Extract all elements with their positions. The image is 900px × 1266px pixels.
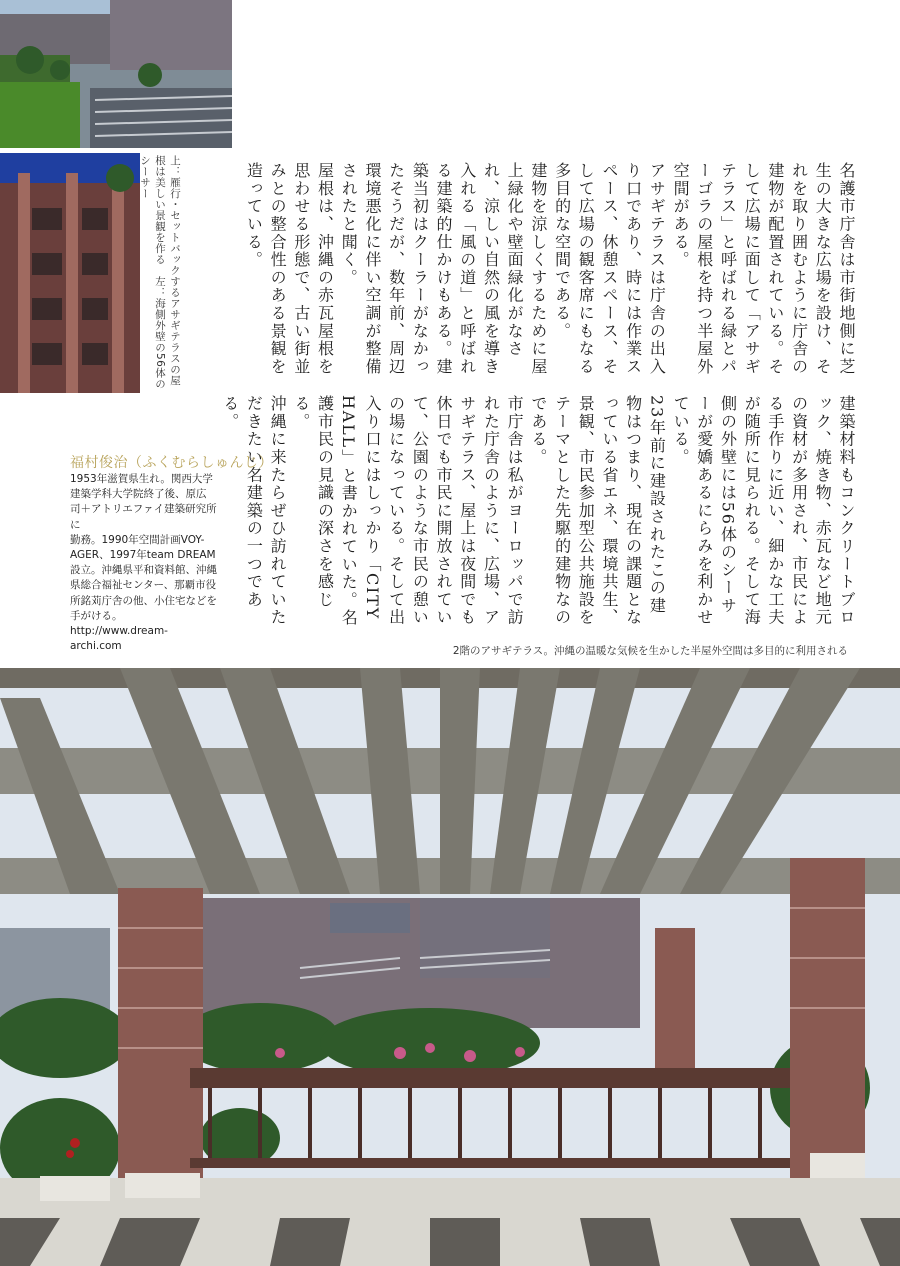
city-hall-aerial-photo [0,0,232,148]
article-paragraph: 23年前に建設されたこの建物はつまり、現在の課題となっている省エネ、環境共生、景観、市民参加型公共施設をテーマとした先駆的建物なのである。 [528,395,667,627]
article-paragraph: 屋根は、沖縄の赤瓦屋根を思わせる形態で、古い街並みとの整合性のある景観を造っている。 [244,162,335,376]
article-paragraph: アサギテラスは庁舎の出入り口であり、時には作業スペース、休憩スペース、そして広場の観客席にもなる多目的な空間である。 [552,162,667,376]
main-photo-caption: 2階のアサギテラス。沖縄の温暖な気候を生かした半屋外空間は多目的に利用される [452,645,848,657]
article-paragraph: 市庁舎は私がヨーロッパで訪れた庁舎のように、広場、アサギテラス、屋上は夜間でも休日でも市民に開放されていて、公園のような市民の憩いの場になっている。そして出入り口にはしっかり「CITY HALL」と書かれていた。名護市民の見識の深さを感じる。 [291,395,525,627]
article-upper-block [242,162,858,392]
article-paragraph: 沖縄に来たらぜひ訪れていただきたい名建築の一つである。 [220,395,288,627]
article-paragraph: 建物を涼しくするために屋上緑化や壁面緑化がなされ、涼しい自然の風を導き入れる「風の道」と呼ばれる建築的仕かけもある。建築当初はクーラーがなかったそうだが、数年前、周辺環境悪化に伴い空調が整備されたと聞く。 [339,162,548,376]
author-bio: 1953年滋賀県生れ。関西大学 建築学科大学院終了後、原広 司＋アトリエファイ建築研究所に 勤務。1990年空間計画VOY- AGER、1997年team DREAM 設立。沖縄県平和資料館、沖縄 県総合福祉センター、那覇市役 所銘苅庁舎の他、小住宅などを 手がける。http://www.dream- archi.com [70,473,217,653]
asagi-terrace-pergola-photo [0,668,900,1266]
article-lower-block [218,395,858,631]
author-name: 福村俊治（ふくむらしゅんじ） [70,455,273,471]
article-paragraph: 名護市庁舎は市街地側に芝生の大きな広場を設け、それを取り囲むように庁舎の建物が配置されている。そして広場に面して「アサギテラス」と呼ばれる緑とパーゴラの屋根を持つ半屋外空間がある。 [671,162,856,376]
article-paragraph: 建築材料もコンクリートブロック、焼き物、赤瓦など地元の資材が多用され、市民による手作りに近い、細かな工夫が随所に見られる。そして海側の外壁には56体のシーサーが愛嬌あるにらみを利かせている。 [671,395,856,627]
city-hall-facade-photo [0,153,140,393]
photo-caption: 上：雁行・セットバックするアサギテラスの屋根は美しい景観を作る 左：海側外壁の56体のシーサー [139,155,181,390]
